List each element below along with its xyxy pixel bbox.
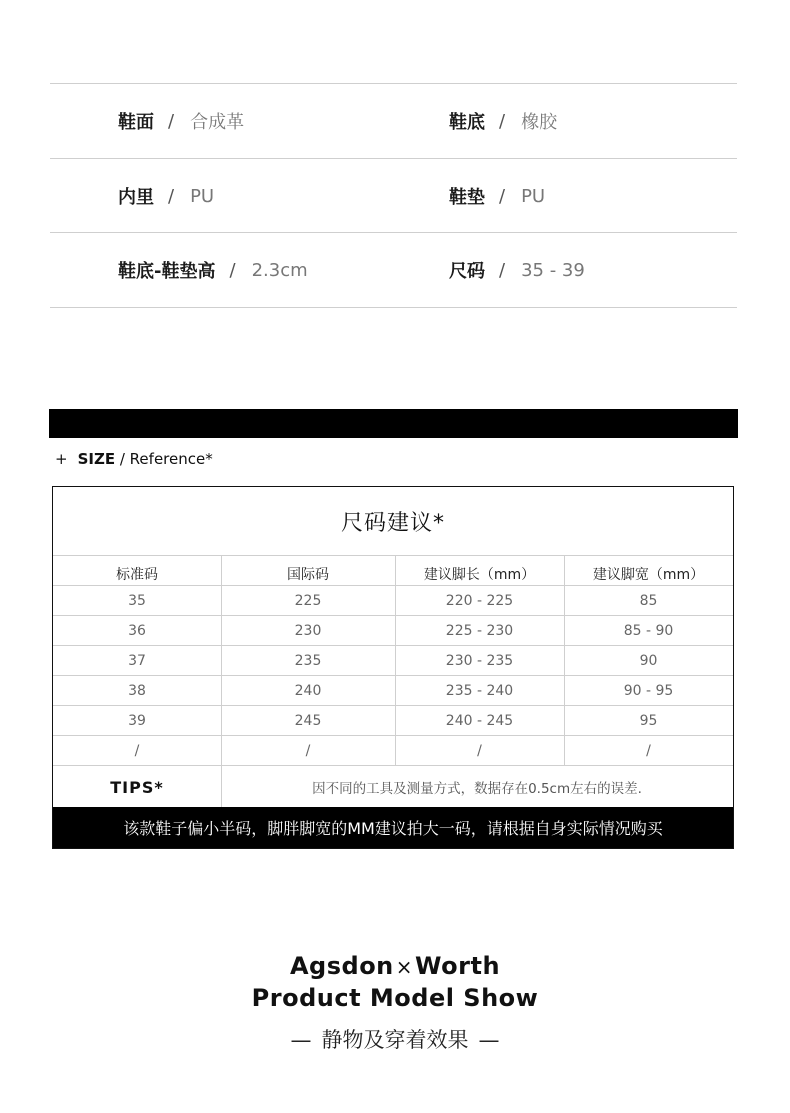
cell-foot-length: 225 - 230 [445,623,514,639]
spec-lining [118,159,214,233]
table-row [53,735,733,766]
cell-international: 225 [294,593,322,609]
spec-value: 2.3cm [251,259,308,281]
spec-separator: / [168,110,175,132]
size-chart [52,486,734,849]
spec-key: 尺码 [449,261,485,282]
spec-divider-bottom [50,307,737,308]
spec-value: PU [521,185,546,207]
cell-standard: / [134,743,140,759]
plus-icon: + [55,450,68,468]
cell-standard: 35 [128,593,146,609]
cell-foot-length: / [477,743,482,759]
spec-separator: / [499,259,506,281]
size-chart-title: 尺码建议* [340,510,445,536]
cell-foot-length: 220 - 225 [445,593,514,609]
spec-upper [118,84,244,158]
cell-international: 245 [294,713,322,729]
spec-insole [449,159,545,233]
table-row [53,675,733,706]
cell-international: 240 [294,683,322,699]
brand-left: Agsdon [289,952,394,980]
brand-line [0,952,790,980]
cell-foot-length: 240 - 245 [445,713,514,729]
spec-key: 鞋垫 [449,187,485,208]
cell-foot-width: 90 - 95 [623,683,674,699]
cell-standard: 39 [128,713,146,729]
collab-x-icon: × [395,955,414,979]
cell-standard: 36 [128,623,146,639]
spec-row-3 [50,233,737,307]
header-international-size: 国际码 [287,567,329,583]
spec-separator: / [499,185,506,207]
spec-value: 35 - 39 [521,259,585,281]
table-row [53,615,733,646]
spec-key: 鞋底 [449,112,485,133]
spec-separator: / [229,259,236,281]
subtitle-text: 静物及穿着效果 [321,1028,469,1052]
cell-foot-width: / [646,743,651,759]
spec-key: 鞋面 [118,112,154,133]
spec-separator: / [499,110,506,132]
spec-separator: / [168,185,175,207]
size-label: SIZE [77,450,116,468]
dash-left: — [290,1028,312,1052]
tips-text: 因不同的工具及测量方式，数据存在0.5cm左右的误差. [312,781,642,797]
sizing-notice-banner: 该款鞋子偏小半码，脚胖脚宽的MM建议拍大一码，请根据自身实际情况购买 [53,807,733,848]
table-header-row [53,555,733,586]
reference-label: / Reference* [115,450,213,468]
section-subtitle [0,1024,790,1054]
spec-row-1 [50,84,737,158]
spec-sole [449,84,557,158]
table-row [53,705,733,736]
table-row [53,645,733,676]
spec-value: 合成革 [190,112,245,133]
cell-international: / [305,743,311,759]
cell-international: 235 [294,653,322,669]
spec-row-2 [50,159,737,233]
tips-label: TIPS* [110,777,164,797]
product-model-show-title: Product Model Show [251,984,539,1012]
dash-right: — [478,1028,500,1052]
size-reference-heading [55,450,213,468]
cell-foot-width: 85 [639,593,658,609]
cell-foot-length: 230 - 235 [445,653,514,669]
header-foot-length: 建议脚长（mm） [423,567,536,583]
spec-heel-height [118,233,308,307]
spec-key: 内里 [118,187,154,208]
header-standard-size: 标准码 [116,567,158,583]
cell-foot-width: 85 - 90 [623,623,674,639]
cell-international: 230 [294,623,322,639]
spec-value: 橡胶 [521,112,558,133]
cell-foot-length: 235 - 240 [445,683,514,699]
cell-foot-width: 90 [639,653,658,669]
cell-standard: 37 [128,653,146,669]
table-row [53,585,733,616]
spec-size-range [449,233,585,307]
cell-foot-width: 95 [639,713,658,729]
brand-right: Worth [415,952,501,980]
spec-key: 鞋底-鞋垫高 [118,261,216,282]
section-black-bar [49,409,738,438]
cell-standard: 38 [128,683,146,699]
spec-value: PU [190,185,215,207]
tips-row [53,765,733,808]
header-foot-width: 建议脚宽（mm） [592,567,705,583]
